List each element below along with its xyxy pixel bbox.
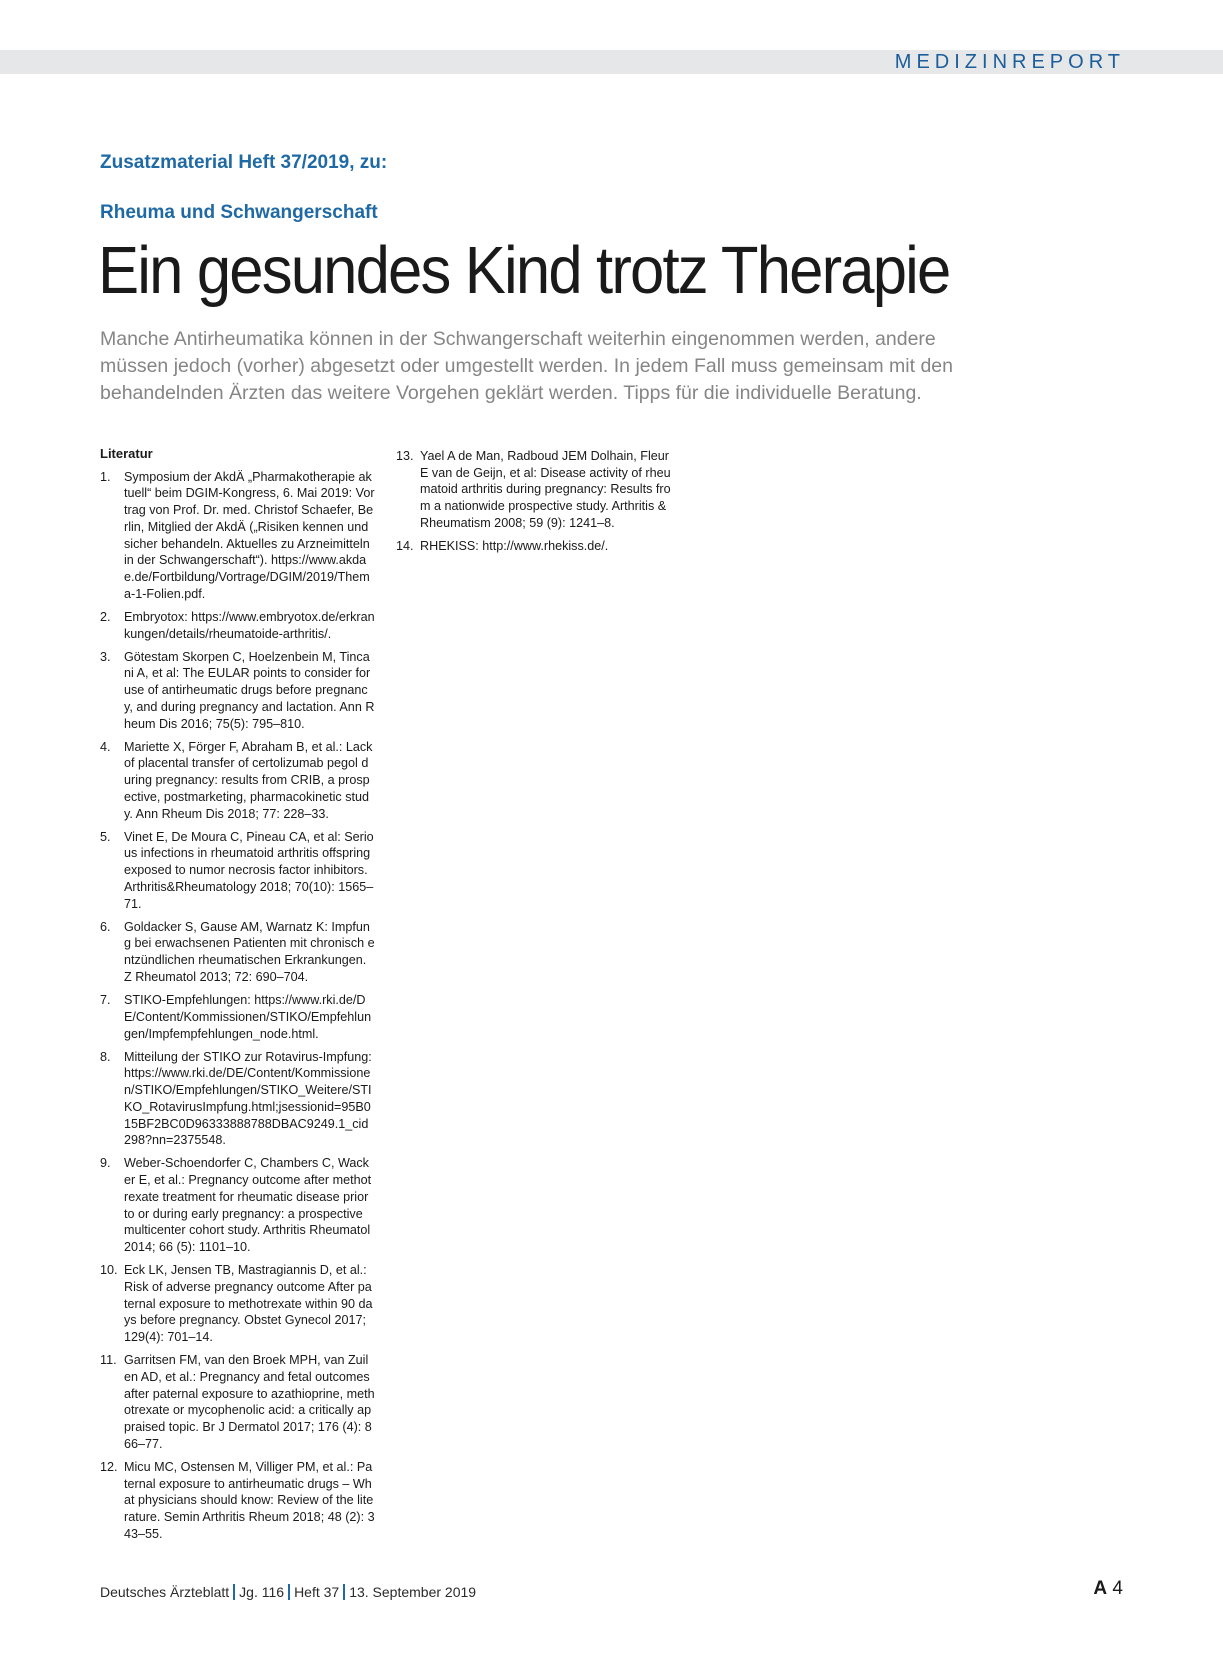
- journal-volume: Jg. 116: [239, 1584, 285, 1600]
- footer-separator: [343, 1584, 345, 1600]
- reference-text: STIKO-Empfehlungen: https://www.rki.de/DE/Content/Kommissionen/STIKO/Empfehlungen/Impfempfehlungen_node.html.: [124, 993, 372, 1041]
- reference-item: [100, 829, 375, 913]
- reference-item: [100, 739, 375, 823]
- reference-number: 14.: [396, 539, 414, 554]
- references-list: [100, 469, 375, 1543]
- reference-number: 8.: [100, 1049, 111, 1064]
- references-list-continued: [396, 448, 671, 555]
- reference-text: Götestam Skorpen C, Hoelzenbein M, Tincani A, et al: The EULAR points to consider for use of antirheumatic drugs before pregnancy, and during pregnancy and lactation. Ann Rheum Dis 2016; 75(5): 795–810.: [124, 649, 375, 731]
- reference-number: 5.: [100, 829, 111, 844]
- reference-text: Weber-Schoendorfer C, Chambers C, Wacker E, et al.: Pregnancy outcome after methotrexate treatment for rheumatic disease prior to or during early pregnancy: a prospective multicenter cohort study. Arthritis Rheumatol 2014; 66 (5): 1101–10.: [124, 1156, 372, 1254]
- reference-number: 11.: [100, 1353, 117, 1368]
- footer-citation: [100, 1584, 476, 1600]
- reference-text: Yael A de Man, Radboud JEM Dolhain, Fleur E van de Geijn, et al: Disease activity of rheumatoid arthritis during pregnancy: Results from a nationwide prospective study. Arthritis & Rheumatism 2008; 59 (9): 1241–8.: [420, 449, 671, 530]
- reference-item: [100, 609, 375, 642]
- reference-number: 12.: [100, 1459, 118, 1474]
- reference-number: 7.: [100, 993, 111, 1008]
- reference-item: [100, 1262, 375, 1346]
- lead-paragraph: Manche Antirheumatika können in der Schwangerschaft weiterhin eingenommen werden, andere müssen jedoch (vorher) abgesetzt oder umgestellt werden. In jedem Fall muss gemeinsam mit den behandelnden Ärzten das weitere Vorgehen geklärt werden. Tipps für die individuelle Beratung.: [100, 328, 953, 404]
- reference-item: [396, 448, 671, 532]
- reference-item: [100, 1155, 375, 1255]
- footer-separator: [233, 1584, 235, 1600]
- references-column-1: [100, 446, 375, 1549]
- reference-item: [100, 1352, 375, 1452]
- section-label: MEDIZINREPORT: [894, 51, 1125, 73]
- references-column-2: [396, 448, 671, 561]
- reference-text: Embryotox: https://www.embryotox.de/erkrankungen/details/rheumatoide-arthritis/.: [124, 609, 375, 641]
- reference-text: Goldacker S, Gause AM, Warnatz K: Impfung bei erwachsenen Patienten mit chronisch entzündlichen rheumatischen Erkrankungen. Z Rheumatol 2013; 72: 690–704.: [124, 919, 375, 984]
- reference-item: [100, 919, 375, 986]
- references-title: Literatur: [100, 446, 153, 461]
- reference-number: 3.: [100, 649, 111, 664]
- reference-number: 13.: [396, 449, 414, 463]
- page-prefix: A: [1093, 1578, 1108, 1599]
- reference-item: [100, 469, 375, 603]
- reference-item: [100, 649, 375, 733]
- reference-text: Mitteilung der STIKO zur Rotavirus-Impfung: https://www.rki.de/DE/Content/Kommissionen/STIKO/Empfehlungen/STIKO_Weitere/STIKO_RotavirusImpfung.html;jsessionid=95B015BF2BC0D96333888788DBAC9249.1_cid298?nn=2375548.: [124, 1049, 372, 1148]
- reference-number: 10.: [100, 1263, 118, 1278]
- supplement-kicker: Zusatzmaterial Heft 37/2019, zu:: [100, 152, 388, 173]
- reference-number: 6.: [100, 919, 111, 934]
- reference-item: [396, 538, 671, 555]
- reference-text: Micu MC, Ostensen M, Villiger PM, et al.: Paternal exposure to antirheumatic drugs – What physicians should know: Review of the literature. Semin Arthritis Rheum 2018; 48 (2): 343–55.: [124, 1459, 375, 1541]
- reference-text: RHEKISS: http://www.rhekiss.de/.: [420, 539, 609, 554]
- journal-name: Deutsches Ärzteblatt: [100, 1584, 230, 1600]
- page-number-value: 4: [1112, 1578, 1123, 1599]
- reference-text: Mariette X, Förger F, Abraham B, et al.: Lack of placental transfer of certolizumab pegol during pregnancy: results from CRIB, a prospective, postmarketing, pharmacokinetic study. Ann Rheum Dis 2018; 77: 228–33.: [124, 739, 373, 821]
- reference-number: 2.: [100, 609, 111, 624]
- reference-text: Vinet E, De Moura C, Pineau CA, et al: Serious infections in rheumatoid arthritis offspring exposed to numor necrosis factor inhibitors. Arthritis&Rheumatology 2018; 70(10): 1565–71.: [124, 829, 374, 911]
- issue-date: 13. September 2019: [349, 1584, 477, 1600]
- page-number: [1093, 1578, 1123, 1600]
- reference-item: [100, 1459, 375, 1543]
- reference-text: Symposium der AkdÄ „Pharmakotherapie aktuell“ beim DGIM-Kongress, 6. Mai 2019: Vortrag von Prof. Dr. med. Christof Schaefer, Berlin, Mitglied der AkdÄ („Risiken kennen und sicher behandeln. Aktuelles zu Arzneimitteln in der Schwangerschaft“). https://www.akdae.de/Fortbildung/Vortrage/DGIM/2019/Thema-1-Folien.pdf.: [124, 469, 375, 601]
- footer-separator: [288, 1584, 290, 1600]
- reference-text: Eck LK, Jensen TB, Mastragiannis D, et al.: Risk of adverse pregnancy outcome After paternal exposure to methotrexate within 90 days before pregnancy. Obstet Gynecol 2017; 129(4): 701–14.: [124, 1263, 373, 1344]
- headline: Ein gesundes Kind trotz Therapie: [98, 233, 950, 308]
- reference-number: 9.: [100, 1156, 111, 1171]
- reference-number: 4.: [100, 739, 111, 754]
- journal-issue: Heft 37: [294, 1584, 340, 1600]
- reference-item: [100, 992, 375, 1042]
- reference-item: [100, 1049, 375, 1149]
- topic-kicker: Rheuma und Schwangerschaft: [100, 202, 378, 223]
- reference-text: Garritsen FM, van den Broek MPH, van Zuilen AD, et al.: Pregnancy and fetal outcomes after paternal exposure to azathioprine, methotrexate or mycophenolic acid: a critically appraised topic. Br J Dermatol 2017; 176 (4): 866–77.: [124, 1353, 375, 1451]
- reference-number: 1.: [100, 469, 111, 484]
